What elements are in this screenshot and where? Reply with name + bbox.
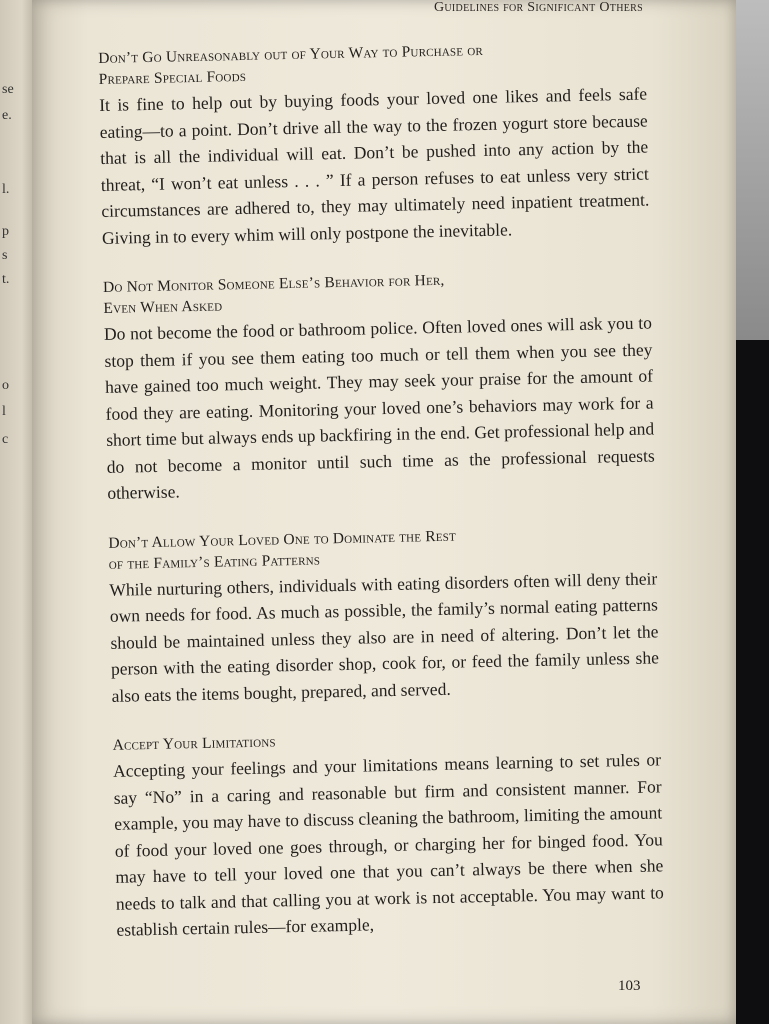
section-title-line: Don’t Allow Your Loved One to Dominate the Rest [108,527,457,552]
left-page-fragment: c [2,432,9,447]
section-body: Accepting your feelings and your limitations means learning to set rules or say “No” in a caring and reasonable but firm and consistent manner. For example, you may have to discuss cleaning the bathroom, limiting the amount of food your loved one goes through, or charging her for binged food. You may have to tell your loved one that you can’t always be there when she needs to talk and that calling you at work is not acceptable. You may want to establish certain rules—for example, [112,749,665,940]
section-title-line: Accept Your Limitations [112,733,276,754]
section-body: It is fine to help out by buying foods your loved one likes and feels safe eating—to a point. Don’t drive all the way to the frozen yogurt store because that is all the individual will eat. Don’t be pushed into any action by the threat, “I won’t eat unless . . . ” If a person refuses to eat unless very strict circumstances are adhered to, they may ultimately need inpatient treatment. Giving in to every whim will only postpone the inevitable. [98,83,650,248]
left-page-fragment: s [2,248,8,263]
left-page-fragment: o [2,378,9,393]
left-page-fragment: e. [2,108,12,123]
section-body: Do not become the food or bathroom police. Often loved ones will ask you to stop them if you see them eating too much or tell them when you see they have gained too much weight. They may seek your praise for the amount of food they are eating. Monitoring your loved one’s behaviors may work for a short time but always ends up backfiring in the end. Get professional help and do not become a monitor until such time as the professional requests otherwise. [103,312,655,503]
left-page-fragment: t. [2,272,10,287]
section-body: While nurturing others, individuals with eating disorders often will deny their own needs for food. As much as possible, the family’s normal eating patterns should be maintained unless they also are in need of altering. Don’t let the person with the eating disorder shop, cook for, or feed the family unless she also eats the items bought, prepared, and served. [109,567,660,706]
page-content [98,37,665,970]
section-title-line: Do Not Monitor Someone Else’s Behavior for Her, [102,271,445,296]
left-page-fragment: se [2,82,14,97]
section-title-line: Prepare Special Foods [98,67,247,88]
section-title-line: Even When Asked [103,297,223,317]
section [108,521,660,709]
section [98,37,650,251]
page-number: 103 [618,978,641,994]
left-page-fragment: l [2,404,6,419]
left-facing-page [0,0,36,1024]
left-page-fragment: l. [2,182,10,197]
running-head: Guidelines for Significant Others [434,0,643,15]
book-page [32,0,736,1024]
section-title-line: of the Family’s Eating Patterns [108,550,321,573]
section [103,265,656,506]
left-page-fragment: p [2,224,9,239]
section-title-line: Don’t Go Unreasonably out of Your Way to Purchase or [98,41,484,67]
section [112,723,664,943]
